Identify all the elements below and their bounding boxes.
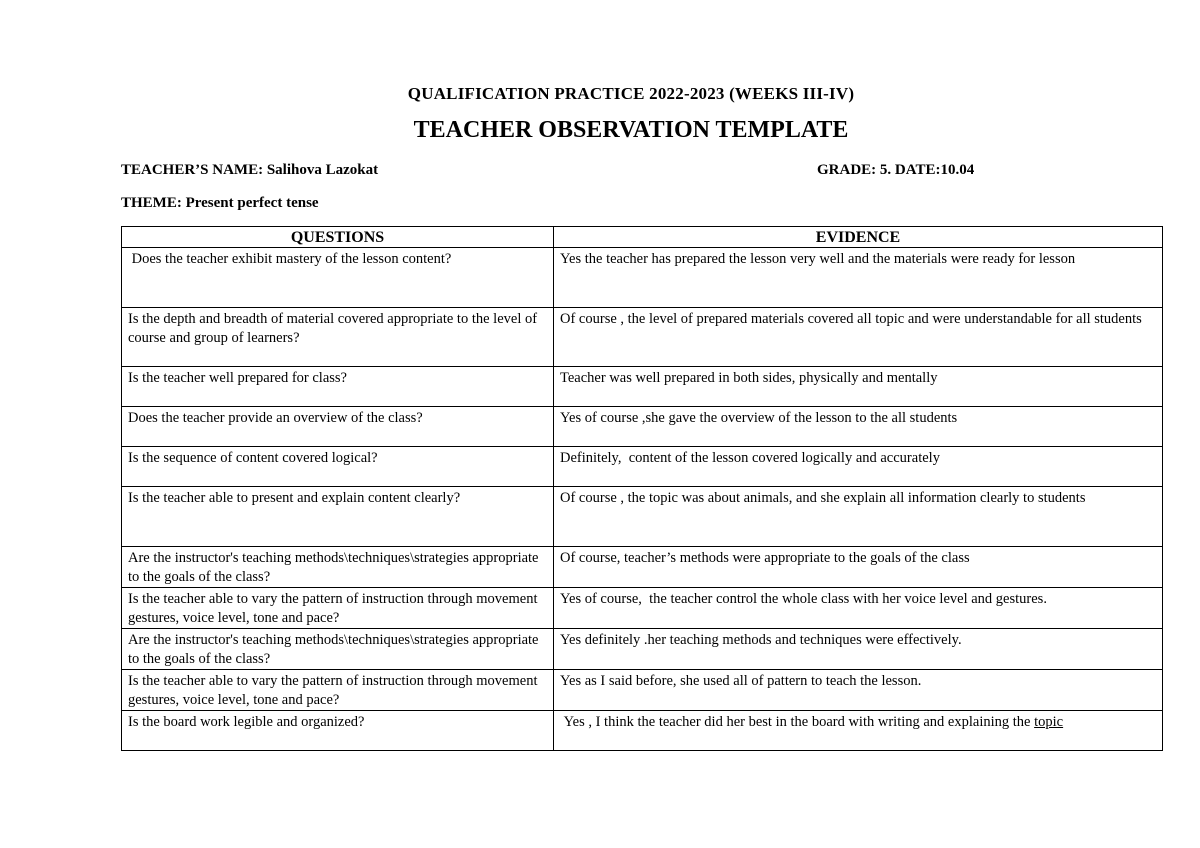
table-row: [122, 487, 1163, 547]
table-row: [122, 711, 1163, 751]
observation-table: [121, 226, 1163, 751]
table-row: [122, 670, 1163, 711]
grade-date: GRADE: 5. DATE:10.04: [817, 162, 975, 178]
table-row: [122, 629, 1163, 670]
document-title: QUALIFICATION PRACTICE 2022-2023 (WEEKS III-IV): [407, 84, 855, 103]
question-cell: Are the instructor's teaching methods\techniques\strategies appropriate to the goals of the class?: [122, 629, 554, 670]
evidence-cell: Definitely, content of the lesson covered logically and accurately: [554, 447, 1163, 487]
question-cell: Is the depth and breadth of material covered appropriate to the level of course and group of learners?: [122, 308, 554, 367]
table-row: [122, 407, 1163, 447]
questions-header: QUESTIONS: [122, 227, 554, 248]
table-header-row: [122, 227, 1163, 248]
evidence-cell: Teacher was well prepared in both sides, physically and mentally: [554, 367, 1163, 407]
table-row: [122, 447, 1163, 487]
question-cell: Does the teacher provide an overview of the class?: [122, 407, 554, 447]
evidence-cell: [554, 711, 1163, 751]
teacher-name: TEACHER’S NAME: Salihova Lazokat: [121, 162, 379, 178]
evidence-cell: Yes definitely .her teaching methods and techniques were effectively.: [554, 629, 1163, 670]
table-row: [122, 547, 1163, 588]
evidence-cell: Yes of course ,she gave the overview of the lesson to the all students: [554, 407, 1163, 447]
evidence-header: EVIDENCE: [554, 227, 1163, 248]
evidence-cell: Yes the teacher has prepared the lesson very well and the materials were ready for lesson: [554, 248, 1163, 308]
evidence-cell: Yes of course, the teacher control the whole class with her voice level and gestures.: [554, 588, 1163, 629]
question-cell: Is the board work legible and organized?: [122, 711, 554, 751]
question-cell: Is the teacher able to vary the pattern of instruction through movement gestures, voice level, tone and pace?: [122, 588, 554, 629]
evidence-text: Yes , I think the teacher did her best in the board with writing and explaining the: [560, 714, 1031, 730]
table-row: [122, 367, 1163, 407]
underlined-word: topic: [1034, 714, 1064, 730]
question-cell: Is the teacher well prepared for class?: [122, 367, 554, 407]
evidence-cell: Of course , the topic was about animals, and she explain all information clearly to students: [554, 487, 1163, 547]
document-subtitle: TEACHER OBSERVATION TEMPLATE: [413, 117, 849, 143]
question-cell: Is the sequence of content covered logical?: [122, 447, 554, 487]
question-cell: Are the instructor's teaching methods\techniques\strategies appropriate to the goals of the class?: [122, 547, 554, 588]
question-cell: Does the teacher exhibit mastery of the lesson content?: [122, 248, 554, 308]
question-cell: Is the teacher able to vary the pattern of instruction through movement gestures, voice level, tone and pace?: [122, 670, 554, 711]
table-row: [122, 308, 1163, 367]
lesson-theme: THEME: Present perfect tense: [121, 195, 319, 211]
evidence-cell: Of course, teacher’s methods were appropriate to the goals of the class: [554, 547, 1163, 588]
evidence-cell: Yes as I said before, she used all of pattern to teach the lesson.: [554, 670, 1163, 711]
table-row: [122, 248, 1163, 308]
table-row: [122, 588, 1163, 629]
question-cell: Is the teacher able to present and explain content clearly?: [122, 487, 554, 547]
evidence-cell: Of course , the level of prepared materials covered all topic and were understandable for all students: [554, 308, 1163, 367]
